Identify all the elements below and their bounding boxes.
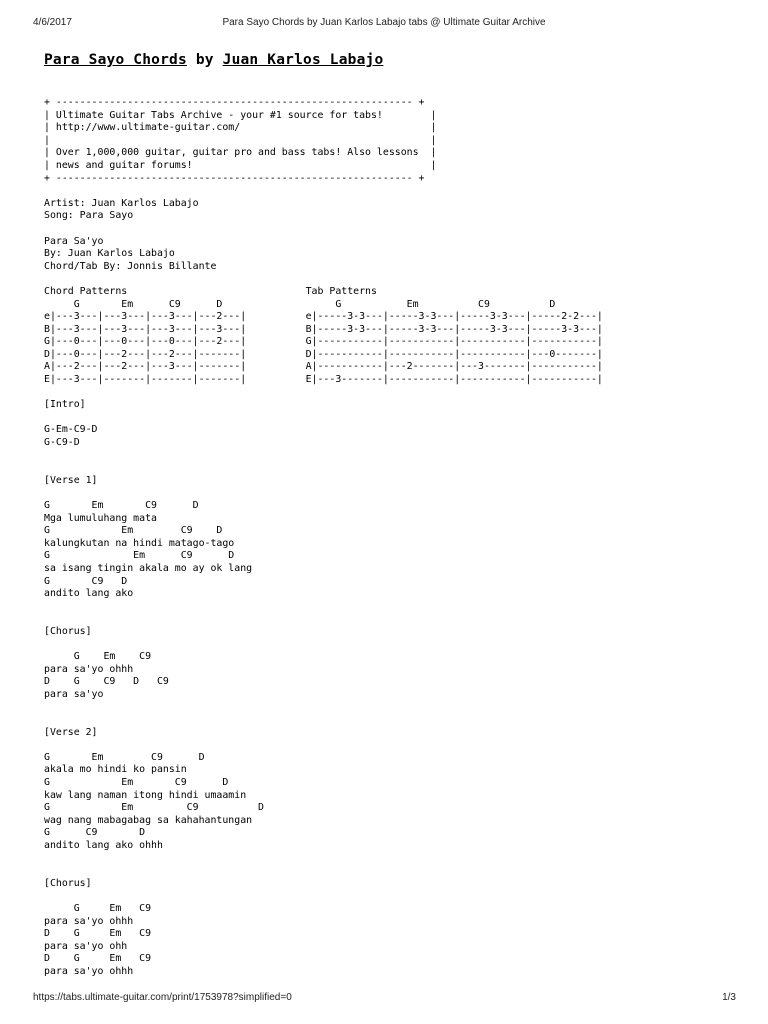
print-page-title: Para Sayo Chords by Juan Karlos Labajo tabs @ Ultimate Guitar Archive xyxy=(222,17,546,28)
print-header xyxy=(0,17,768,31)
song-title-link[interactable]: Para Sayo Chords xyxy=(44,52,187,68)
page-number: 1/3 xyxy=(722,992,736,1003)
print-url: https://tabs.ultimate-guitar.com/print/1753978?simplified=0 xyxy=(33,992,292,1003)
artist-link[interactable]: Juan Karlos Labajo xyxy=(222,52,384,68)
print-footer xyxy=(0,992,768,1006)
title-by: by xyxy=(195,52,214,68)
page-title xyxy=(44,52,383,68)
print-date: 4/6/2017 xyxy=(33,17,72,28)
chord-sheet: + ------------------------------------------------------------ + | Ultimate Guitar Tabs Archive - your #1 source for tabs! | | http://www.ultimate-guitar.com/ | | | | Over 1,000,000 guitar, guitar pro and bass tabs! Also lessons | | news and guitar forums! | + ------------------------------------------------------------ + Artist: Juan Karlos Labajo Song: Para Sayo Para Sa'yo By: Juan Karlos Labajo Chord/Tab By: Jonnis Billante Chord Patterns Tab Patterns G Em C9 D G Em C9 D e|---3---|---3---|---3---|---2---| e|-----3-3---|-----3-3---|-----3-3---|-----2-2---| B|---3---|---3---|---3---|---3---| B|-----3-3---|-----3-3---|-----3-3---|-----3-3---| G|---0---|---0---|---0---|---2---| G|-----------|-----------|-----------|-----------| D|---0---|---2---|---2---|-------| D|-----------|-----------|-----------|---0-------| A|---2---|---2---|---3---|-------| A|-----------|---2-------|---3-------|-----------| E|---3---|-------|-------|-------| E|---3-------|-----------|-----------|-----------| [Intro] G-Em-C9-D G-C9-D [Verse 1] G Em C9 D Mga lumuluhang mata G Em C9 D kalungkutan na hindi matago-tago G Em C9 D sa isang tingin akala mo ay ok lang G C9 D andito lang ako [Chorus] G Em C9 para sa'yo ohhh D G C9 D C9 para sa'yo [Verse 2] G Em C9 D akala mo hindi ko pansin G Em C9 D kaw lang naman itong hindi umaamin G Em C9 D wag nang mabagabag sa kahahantungan G C9 D andito lang ako ohhh [Chorus] G Em C9 para sa'yo ohhh D G Em C9 para sa'yo ohh D G Em C9 para sa'yo ohhh xyxy=(44,97,603,977)
